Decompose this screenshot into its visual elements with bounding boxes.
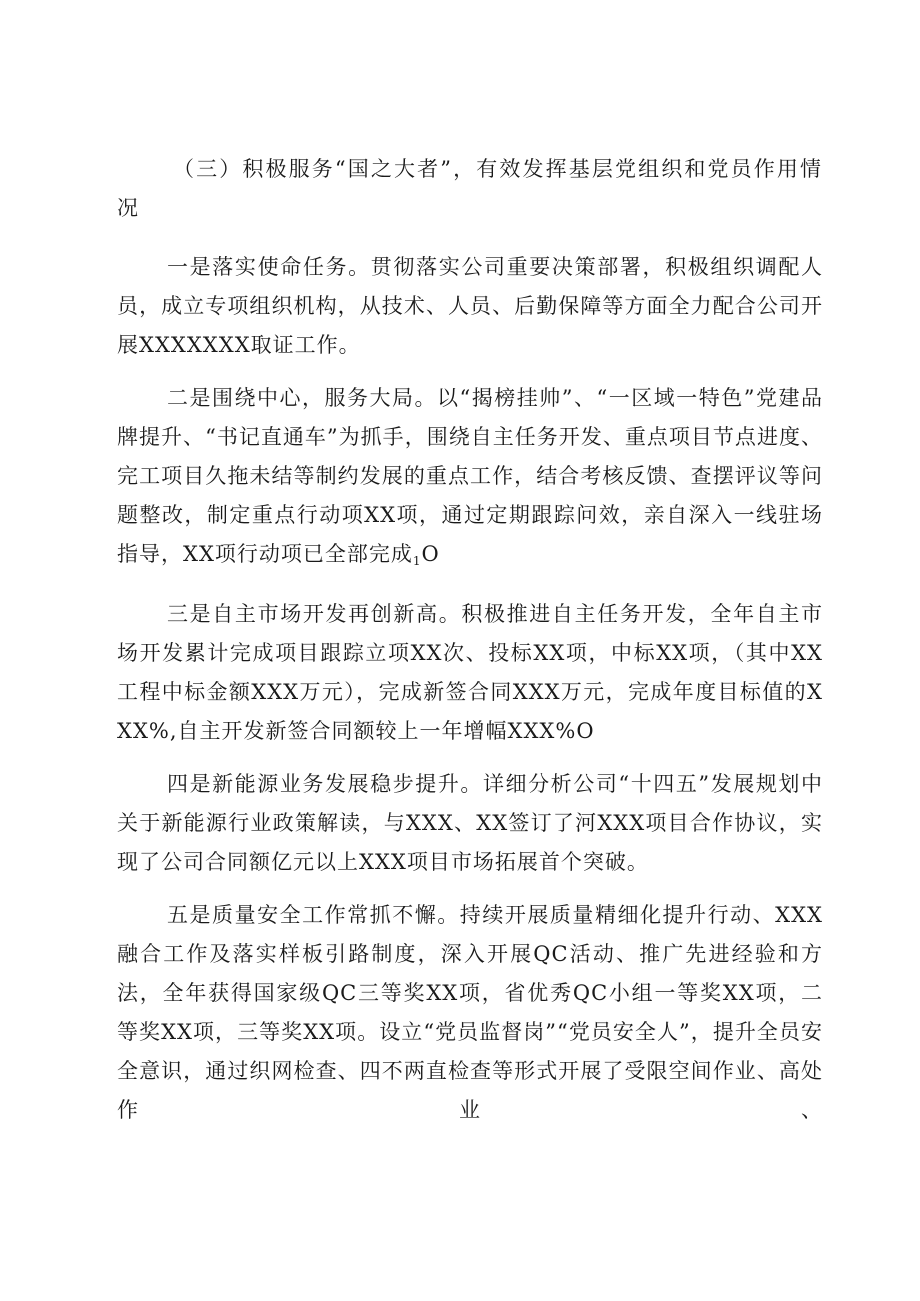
paragraph-mission-tasks: 一是落实使命任务。贯彻落实公司重要决策部署，积极组织调配人员，成立专项组织机构，从技术、人员、后勤保障等方面全力配合公司开展XXXXXXX取证工作。: [117, 255, 823, 357]
document-body: [117, 150, 823, 1130]
paragraph-tail: O: [421, 542, 440, 566]
paragraph-text: 二是围绕中心，服务大局。以“揭榜挂帅”、“一区域一特色”党建品牌提升、“书记直通车”为抓手，围绕自主任务开发、重点项目节点进度、完工项目久拖未结等制约发展的重点工作，结合考核反馈、查摆评议等问题整改，制定重点行动项XX项，通过定期跟踪问效，亲自深入一线驻场指导，XX项行动项已全部完成: [117, 386, 823, 566]
paragraph-serve-center: [117, 379, 823, 581]
section-heading: （三）积极服务“国之大者”，有效发挥基层党组织和党员作用情况: [117, 157, 823, 220]
paragraph-new-energy: 四是新能源业务发展稳步提升。详细分析公司“十四五”发展规划中关于新能源行业政策解读，与XXX、XX签订了河XXX项目合作协议，实现了公司合同额亿元以上XXX项目市场拓展首个突破。: [117, 772, 823, 874]
paragraph-market-development: 三是自主市场开发再创新高。积极推进自主任务开发，全年自主市场开发累计完成项目跟踪立项XX次、投标XX项，中标XX项，（其中XX工程中标金额XXX万元），完成新签合同XXX万元，完成年度目标值的XXX%,自主开发新签合同额较上一年增幅XXX%O: [117, 602, 823, 743]
paragraph-quality-safety: 五是质量安全工作常抓不懈。持续开展质量精细化提升行动、XXX融合工作及落实样板引路制度，深入开展QC活动、推广先进经验和方法，全年获得国家级QC三等奖XX项，省优秀QC小组一等奖XX项，二等奖XX项，三等奖XX项。设立“党员监督岗”“党员安全人”，提升全员安全意识，通过织网检查、四不两直检查等形式开展了受限空间作业、高处作业、: [117, 903, 823, 1122]
subscript-mark: 1: [412, 554, 422, 568]
